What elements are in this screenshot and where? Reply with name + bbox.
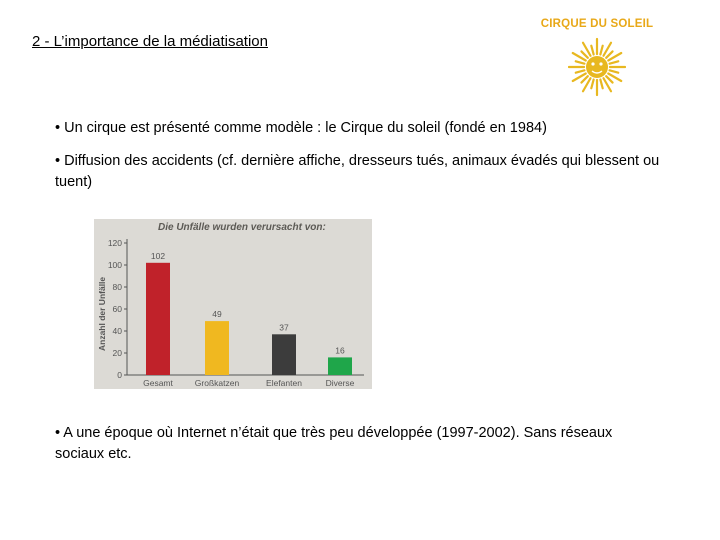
slide-title: 2 - L’importance de la médiatisation (32, 33, 268, 50)
chart-title: Die Unfälle wurden verursacht von: (158, 222, 326, 233)
y-axis-label: Anzahl der Unfälle (97, 276, 107, 351)
bullet-internet-era: • A une époque où Internet n’était que très peu développée (1997-2002). Sans réseaux sociaux etc. (55, 425, 613, 462)
sun-ray (591, 80, 593, 89)
category-label: Gesamt (143, 378, 173, 388)
category-label: Diverse (325, 378, 355, 388)
category-label: Großkatzen (194, 378, 240, 388)
sun-ray (581, 51, 587, 57)
y-tick-label: 100 (107, 260, 122, 270)
accident-bar-chart (94, 219, 372, 389)
sun-ray (600, 80, 602, 89)
bar-value-label: 16 (335, 345, 345, 356)
bar-elefanten (272, 334, 296, 375)
bar-value-label: 49 (212, 309, 222, 320)
bar-großkatzen (205, 321, 229, 375)
bullet-accidents-diffusion: • Diffusion des accidents (cf. dernière affiche, dresseurs tués, animaux évadés qui blessent ou tuent) (55, 153, 660, 190)
sun-ray (576, 70, 585, 72)
sun-ray (591, 46, 593, 55)
bar-gesamt (146, 263, 170, 375)
y-tick-label: 120 (107, 238, 122, 248)
sun-ray (606, 51, 612, 57)
sun-ray (610, 70, 619, 72)
y-tick-label: 40 (112, 326, 122, 336)
sun-ray (576, 61, 585, 63)
accident-chart-photo (94, 219, 372, 389)
y-tick-label: 80 (112, 282, 122, 292)
bar-diverse (328, 357, 352, 375)
y-tick-label: 60 (112, 304, 122, 314)
bullet-cirque-model: • Un cirque est présenté comme modèle : le Cirque du soleil (fondé en 1984) (55, 120, 547, 136)
sun-ray (606, 76, 612, 82)
category-label: Elefanten (266, 378, 302, 388)
cirque-du-soleil-logo (538, 18, 656, 100)
sun-logo-icon (568, 36, 626, 98)
bar-value-label: 37 (279, 322, 289, 333)
sun-ray (610, 61, 619, 63)
sun-ray (581, 76, 587, 82)
y-tick-label: 0 (117, 370, 122, 380)
bar-value-label: 102 (150, 250, 166, 261)
logo-text: CIRQUE DU SOLEIL (540, 18, 654, 30)
y-tick-label: 20 (112, 348, 122, 358)
sun-ray (600, 46, 602, 55)
